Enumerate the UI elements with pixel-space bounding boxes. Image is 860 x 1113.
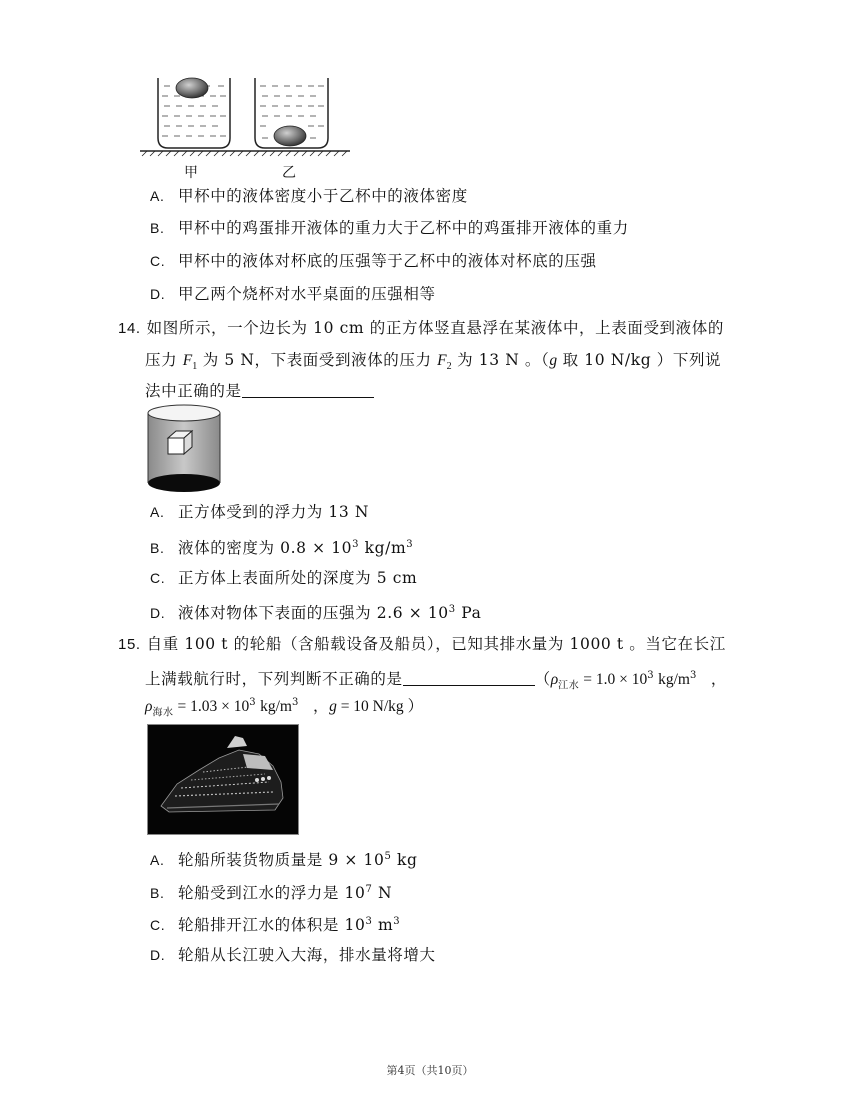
density-unit-exponent: 3 (291, 697, 299, 708)
q14-option-a[interactable] (150, 502, 369, 522)
q15-paren: （ (534, 670, 551, 689)
q15-stem-line3 (145, 693, 424, 723)
option-letter: B. (150, 885, 165, 902)
option-text: 液体对物体下表面的压强为 2.6 × 10 (178, 604, 449, 623)
q15-stem-line1 (118, 634, 726, 655)
answer-blank[interactable] (403, 669, 535, 686)
option-text: 轮船受到江水的浮力是 10 (178, 884, 366, 903)
option-text: 轮船从长江驶入大海，排水量将增大 (178, 946, 436, 964)
density-exponent: 3 (647, 670, 655, 681)
q15-option-c[interactable] (150, 912, 400, 935)
ship-photo (147, 724, 299, 835)
answer-blank[interactable] (242, 381, 374, 398)
option-superscript: 5 (384, 851, 392, 862)
option-letter: C. (150, 570, 166, 586)
option-unit: Pa (455, 604, 482, 623)
option-superscript: 3 (365, 916, 373, 927)
q15-comma: ， (710, 670, 728, 689)
page-footer: 第4页（共10页） (386, 1064, 474, 1077)
density-unit-exponent: 3 (689, 670, 697, 681)
cube-icon (168, 431, 192, 454)
q14-text-part: 为 5 N，下表面受到液体的压力 (197, 351, 438, 369)
egg-b (274, 126, 306, 146)
density-symbol: ρ (145, 698, 153, 716)
option-unit: kg/m (359, 539, 407, 558)
q15-paren: ） (407, 697, 424, 716)
option-superscript: 7 (365, 884, 373, 895)
option-unit: kg (391, 851, 418, 870)
q13-option-a[interactable] (150, 186, 468, 206)
q13-option-d[interactable] (150, 284, 436, 304)
force-f1-symbol: F (182, 352, 193, 369)
egg-a (176, 78, 208, 98)
option-text: 甲杯中的液体密度小于乙杯中的液体密度 (178, 187, 468, 205)
q14-text-line1: 如图所示，一个边长为 10 cm 的正方体竖直悬浮在某液体中，上表面受到液体的 (146, 319, 724, 337)
option-letter: C. (150, 253, 166, 269)
q15-option-a[interactable] (150, 847, 417, 870)
q15-option-d[interactable] (150, 945, 436, 965)
q14-text-part: 压力 (145, 351, 183, 369)
option-text: 正方体受到的浮力为 13 N (178, 503, 370, 521)
q15-comma: ， (312, 697, 330, 716)
option-unit: m (372, 916, 394, 935)
eggs-in-beakers-figure (140, 76, 355, 181)
density-subscript-river: 江水 (558, 680, 580, 692)
q13-option-c[interactable] (150, 251, 597, 271)
q14-stem-line1 (118, 318, 724, 339)
q15-stem-line2 (145, 666, 727, 696)
beaker-a (158, 78, 230, 148)
force-f2-subscript: 2 (446, 361, 452, 373)
beaker-b (255, 78, 328, 148)
cylinder-bottom (148, 474, 220, 492)
option-letter: D. (150, 286, 166, 302)
q15-text-line2: 上满载航行时，下列判断不正确的是 (145, 670, 403, 689)
option-text: 轮船所装货物质量是 9 × 10 (178, 851, 385, 870)
option-text: 甲乙两个烧杯对水平桌面的压强相等 (178, 285, 436, 303)
q14-option-b[interactable] (150, 535, 413, 558)
option-text: 液体的密度为 0.8 × 10 (178, 539, 353, 558)
option-unit-superscript: 3 (393, 916, 401, 927)
question-number: 14. (118, 320, 141, 337)
q14-text-part: 取 10 N/kg ）下列说 (557, 351, 722, 369)
question-number: 15. (118, 636, 141, 653)
option-text: 甲杯中的鸡蛋排开液体的重力大于乙杯中的鸡蛋排开液体的重力 (178, 219, 629, 237)
gravity-value: = 10 N/kg (336, 698, 408, 716)
q15-option-b[interactable] (150, 880, 392, 903)
density-subscript-sea: 海水 (152, 707, 174, 719)
option-superscript: 3 (448, 604, 456, 615)
option-letter: B. (150, 220, 165, 236)
q14-text-line3: 法中正确的是 (145, 382, 242, 400)
q15-text-line1: 自重 100 t 的轮船（含船载设备及船员），已知其排水量为 1000 t 。当它在长江 (146, 635, 726, 653)
gravity-symbol: g (549, 352, 558, 369)
density-unit: kg/m (654, 671, 690, 689)
density-value-sea: = 1.03 × 10 (173, 698, 250, 716)
option-letter: D. (150, 947, 166, 963)
q13-option-b[interactable] (150, 218, 629, 238)
q14-stem-line3 (145, 381, 374, 401)
gravity-symbol: g (329, 698, 337, 716)
q14-option-d[interactable] (150, 600, 481, 623)
option-unit-superscript: 3 (406, 539, 414, 550)
option-letter: D. (150, 605, 166, 622)
option-superscript: 3 (352, 539, 360, 550)
option-text: 轮船排开江水的体积是 10 (178, 916, 366, 935)
beaker-b-label: 乙 (282, 165, 296, 181)
option-letter: C. (150, 917, 166, 934)
option-letter: A. (150, 504, 165, 520)
option-text: 正方体上表面所处的深度为 5 cm (178, 569, 418, 587)
density-unit: kg/m (256, 698, 292, 716)
option-letter: B. (150, 540, 165, 557)
option-letter: A. (150, 852, 165, 869)
beaker-a-label: 甲 (184, 165, 198, 181)
q14-stem-line2 (145, 350, 721, 377)
cylinder-top (148, 405, 220, 421)
density-value-river: = 1.0 × 10 (579, 671, 648, 689)
density-exponent: 3 (249, 697, 257, 708)
density-symbol: ρ (550, 671, 559, 689)
q14-option-c[interactable] (150, 568, 417, 588)
option-unit: N (372, 884, 393, 903)
force-f1-subscript: 1 (192, 361, 198, 373)
q14-text-part: 为 13 N 。（ (451, 351, 550, 369)
force-f2-symbol: F (437, 352, 447, 369)
option-letter: A. (150, 188, 165, 204)
cube-in-cylinder-figure (146, 404, 222, 494)
option-text: 甲杯中的液体对杯底的压强等于乙杯中的液体对杯底的压强 (178, 252, 597, 270)
